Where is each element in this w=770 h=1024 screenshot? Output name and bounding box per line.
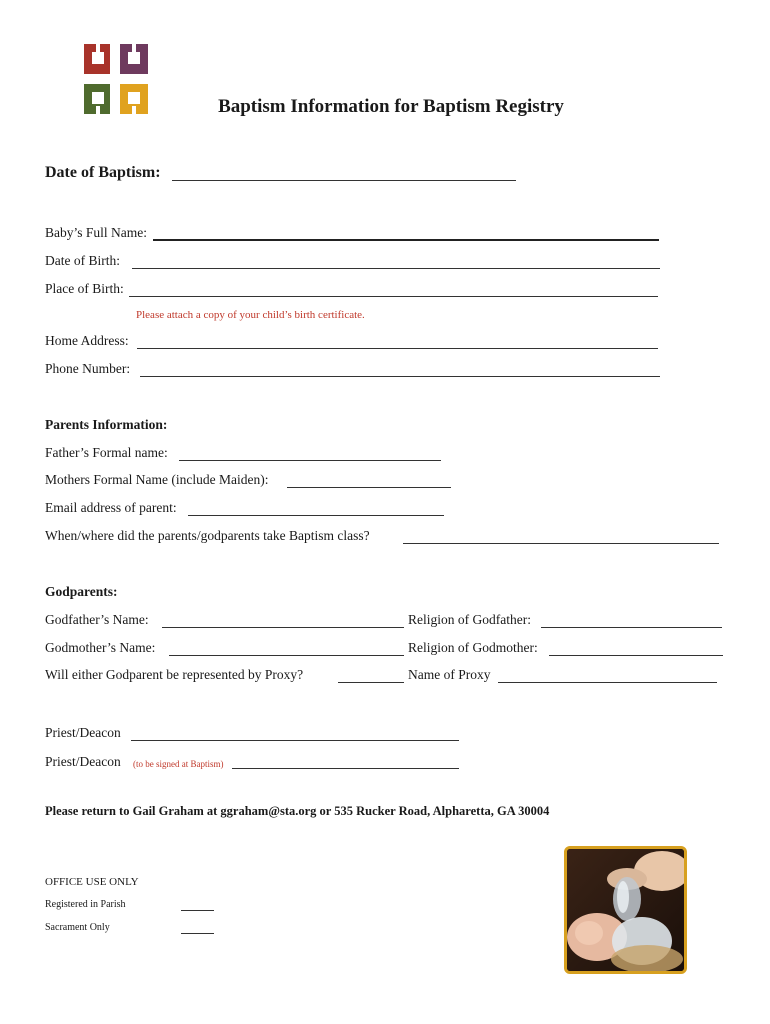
place-of-birth-label: Place of Birth: — [45, 281, 124, 296]
date-of-birth-label: Date of Birth: — [45, 253, 120, 268]
registered-in-parish-field[interactable] — [181, 910, 214, 911]
home-address-label: Home Address: — [45, 333, 129, 348]
baptism-photo — [564, 846, 687, 974]
father-name-field[interactable] — [179, 460, 441, 461]
home-address-field[interactable] — [137, 348, 658, 349]
baby-full-name-field[interactable] — [153, 239, 659, 241]
proxy-question-label: Will either Godparent be represented by Proxy? — [45, 667, 304, 682]
proxy-name-field[interactable] — [498, 682, 717, 683]
date-of-baptism-label: Date of Baptism: — [45, 164, 161, 181]
baptism-class-field[interactable] — [403, 543, 719, 544]
date-of-baptism-field[interactable] — [172, 180, 516, 181]
godparents-heading: Godparents: — [45, 584, 118, 599]
godmother-name-field[interactable] — [169, 655, 404, 656]
sacrament-only-label: Sacrament Only — [45, 922, 110, 933]
parents-heading: Parents Information: — [45, 417, 168, 432]
signed-at-baptism-note: (to be signed at Baptism) — [133, 759, 224, 769]
page-title: Baptism Information for Baptism Registry — [218, 96, 564, 117]
godfather-religion-label: Religion of Godfather: — [408, 612, 531, 627]
priest-deacon-signature-field[interactable] — [232, 768, 459, 769]
godmother-religion-label: Religion of Godmother: — [408, 640, 538, 655]
parent-email-label: Email address of parent: — [45, 500, 177, 515]
priest-deacon-signature-label: Priest/Deacon — [45, 754, 121, 769]
godfather-name-field[interactable] — [162, 627, 404, 628]
proxy-name-label: Name of Proxy — [408, 667, 491, 682]
place-of-birth-field[interactable] — [129, 296, 658, 297]
baptism-class-label: When/where did the parents/godparents take Baptism class? — [45, 528, 370, 543]
priest-deacon-field[interactable] — [131, 740, 459, 741]
priest-deacon-label: Priest/Deacon — [45, 725, 121, 740]
godfather-name-label: Godfather’s Name: — [45, 612, 149, 627]
phone-number-field[interactable] — [140, 376, 660, 377]
office-use-heading: OFFICE USE ONLY — [45, 876, 139, 888]
date-of-birth-field[interactable] — [132, 268, 660, 269]
parent-email-field[interactable] — [188, 515, 444, 516]
father-name-label: Father’s Formal name: — [45, 445, 168, 460]
registered-in-parish-label: Registered in Parish — [45, 899, 126, 910]
godfather-religion-field[interactable] — [541, 627, 722, 628]
mother-name-label: Mothers Formal Name (include Maiden): — [45, 472, 269, 487]
phone-number-label: Phone Number: — [45, 361, 131, 376]
return-instructions: Please return to Gail Graham at ggraham@sta.org or 535 Rucker Road, Alpharetta, GA 30004 — [45, 804, 550, 818]
godmother-religion-field[interactable] — [549, 655, 723, 656]
baby-full-name-label: Baby’s Full Name: — [45, 225, 147, 240]
sacrament-only-field[interactable] — [181, 933, 214, 934]
birth-certificate-note: Please attach a copy of your child’s birth certificate. — [136, 309, 365, 321]
mother-name-field[interactable] — [287, 487, 451, 488]
godmother-name-label: Godmother’s Name: — [45, 640, 156, 655]
baptism-photo-image — [567, 849, 684, 971]
proxy-answer-field[interactable] — [338, 682, 404, 683]
